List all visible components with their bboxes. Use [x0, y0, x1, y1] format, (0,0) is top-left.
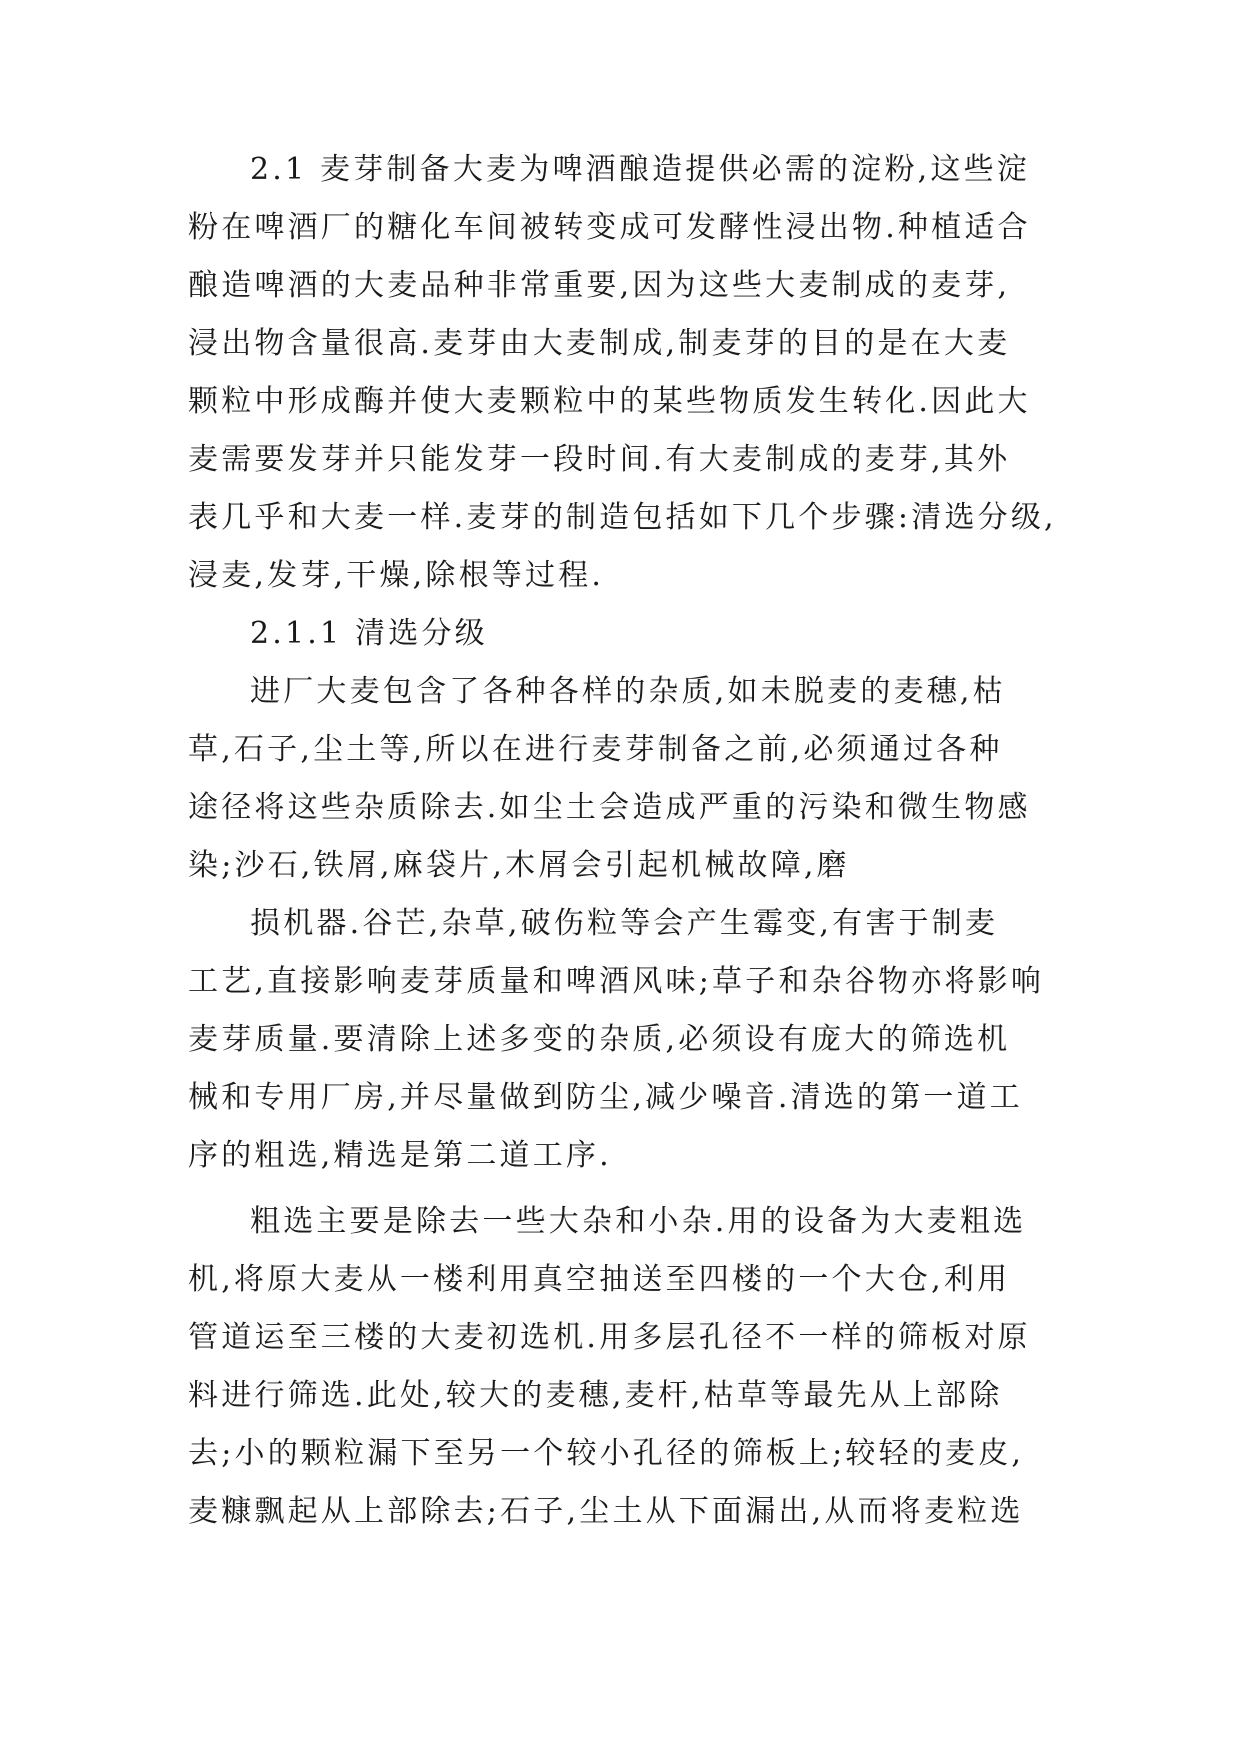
text-line: 序的粗选,精选是第二道工序.: [188, 1138, 612, 1173]
text-line: 管道运至三楼的大麦初选机.用多层孔径不一样的筛板对原: [188, 1320, 1031, 1355]
text-line: 粉在啤酒厂的糖化车间被转变成可发酵性浸出物.种植适合: [188, 210, 1031, 245]
text-line: 机,将原大麦从一楼利用真空抽送至四楼的一个大仓,利用: [188, 1262, 1011, 1297]
text-line: 工艺,直接影响麦芽质量和啤酒风味;草子和杂谷物亦将影响: [188, 964, 1045, 999]
text-line: 麦糠飘起从上部除去;石子,尘土从下面漏出,从而将麦粒选: [188, 1494, 1024, 1529]
text-line: 麦需要发芽并只能发芽一段时间.有大麦制成的麦芽,其外: [188, 442, 1011, 477]
text-line: 麦芽质量.要清除上述多变的杂质,必须设有庞大的筛选机: [188, 1022, 1011, 1057]
text-line: 颗粒中形成酶并使大麦颗粒中的某些物质发生转化.因此大: [188, 384, 1031, 419]
text-line: 械和专用厂房,并尽量做到防尘,减少噪音.清选的第一道工: [188, 1080, 1024, 1115]
text-line: 表几乎和大麦一样.麦芽的制造包括如下几个步骤:清选分级,: [188, 500, 1057, 535]
text-line: 料进行筛选.此处,较大的麦穗,麦杆,枯草等最先从上部除: [188, 1378, 1003, 1413]
text-line: 草,石子,尘土等,所以在进行麦芽制备之前,必须通过各种: [188, 732, 1003, 767]
text-line: 染;沙石,铁屑,麻袋片,木屑会引起机械故障,磨: [188, 848, 850, 883]
text-line: 去;小的颗粒漏下至另一个较小孔径的筛板上;较轻的麦皮,: [188, 1436, 1025, 1471]
text-line: 浸麦,发芽,干燥,除根等过程.: [188, 558, 605, 593]
text-line: 粗选主要是除去一些大杂和小杂.用的设备为大麦粗选: [250, 1204, 1027, 1239]
text-line: 途径将这些杂质除去.如尘土会造成严重的污染和微生物感: [188, 790, 1031, 825]
text-line: 浸出物含量很高.麦芽由大麦制成,制麦芽的目的是在大麦: [188, 326, 1011, 361]
text-line: 酿造啤酒的大麦品种非常重要,因为这些大麦制成的麦芽,: [188, 268, 1011, 303]
text-line: 2.1 麦芽制备大麦为啤酒酿造提供必需的淀粉,这些淀: [250, 152, 1030, 187]
text-line: 进厂大麦包含了各种各样的杂质,如未脱麦的麦穗,枯: [250, 674, 1006, 709]
section-heading: 2.1.1 清选分级: [250, 616, 488, 651]
text-line: 损机器.谷芒,杂草,破伤粒等会产生霉变,有害于制麦: [250, 906, 999, 941]
